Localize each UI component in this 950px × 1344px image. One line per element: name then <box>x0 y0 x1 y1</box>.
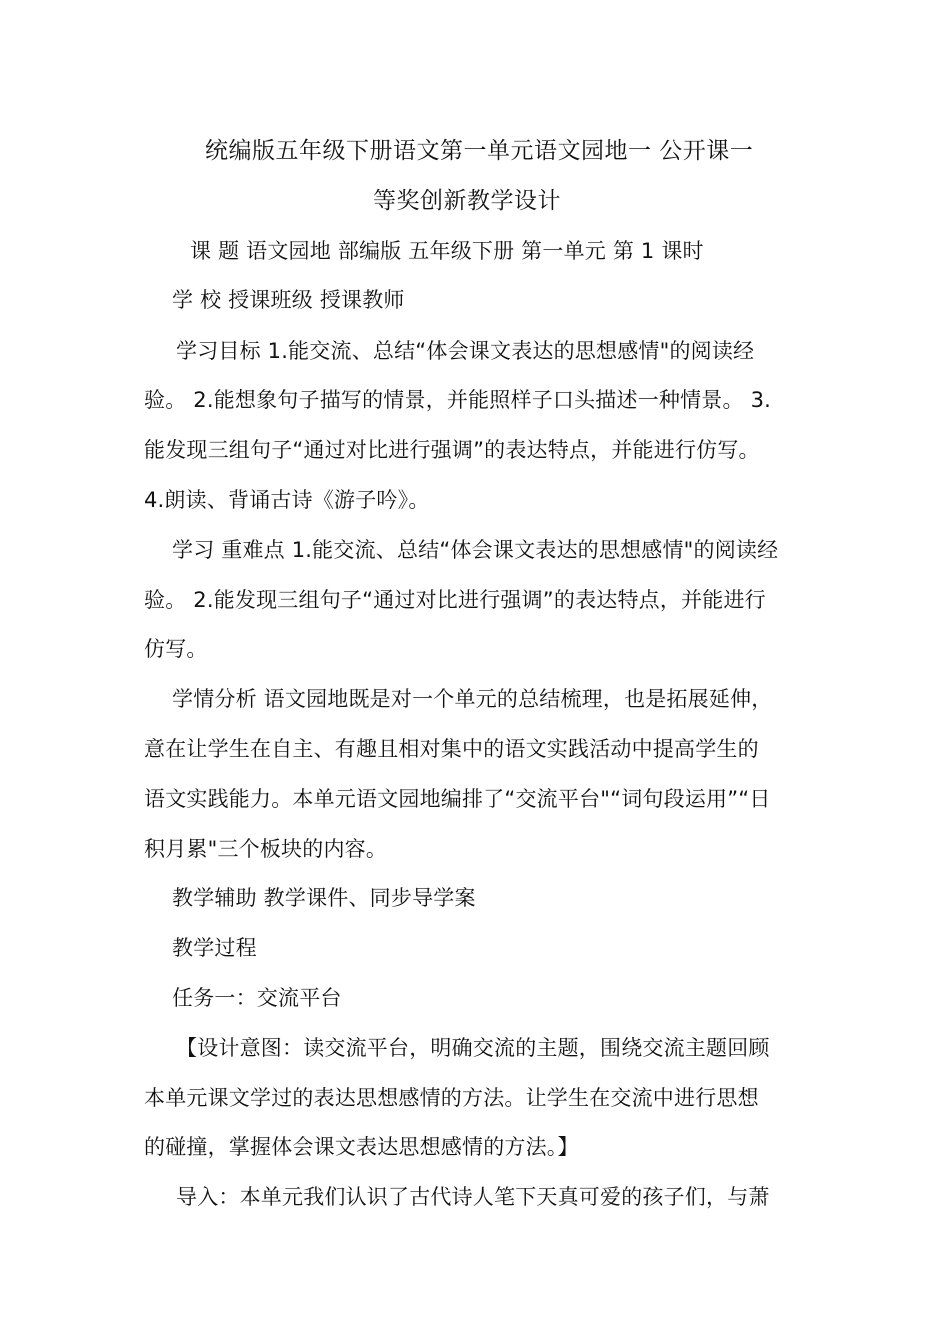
task-one-heading: 任务一：交流平台 <box>172 986 342 1010</box>
analysis-line: 意在让学生在自主、有趣且相对集中的语文实践活动中提高学生的 <box>144 737 759 761</box>
document-title-line-2: 等奖创新教学设计 <box>373 188 561 214</box>
key-points-line: 仿写。 <box>144 637 208 661</box>
key-points-line: 验。 2.能发现三组句子“通过对比进行强调”的表达特点，并能进行 <box>144 588 766 612</box>
objectives-line: 能发现三组句子“通过对比进行强调”的表达特点，并能进行仿写。 <box>144 438 760 462</box>
introduction-line: 导入：本单元我们认识了古代诗人笔下天真可爱的孩子们，与萧 <box>176 1185 770 1209</box>
document-title-line-1: 统编版五年级下册语文第一单元语文园地一 公开课一 <box>205 138 754 164</box>
design-intent-line: 的碰撞，掌握体会课文表达思想感情的方法。】 <box>144 1135 579 1159</box>
design-intent-line: 本单元课文学过的表达思想感情的方法。让学生在交流中进行思想 <box>144 1086 759 1110</box>
objectives-line: 学习目标 1.能交流、总结“体会课文表达的思想感情"的阅读经 <box>176 339 755 363</box>
objectives-line: 4.朗读、背诵古诗《游子吟》。 <box>144 488 430 512</box>
key-points-line: 学习 重难点 1.能交流、总结“体会课文表达的思想感情"的阅读经 <box>172 538 779 562</box>
teaching-process-heading: 教学过程 <box>172 936 257 960</box>
course-info: 课 题 语文园地 部编版 五年级下册 第一单元 第 1 课时 <box>190 239 704 263</box>
objectives-line: 验。 2.能想象句子描写的情景，并能照样子口头描述一种情景。 3. <box>144 388 772 412</box>
analysis-line: 学情分析 语文园地既是对一个单元的总结梳理，也是拓展延伸， <box>172 687 773 711</box>
analysis-line: 积月累"三个板块的内容。 <box>144 837 388 861</box>
teaching-aids: 教学辅助 教学课件、同步导学案 <box>172 886 476 910</box>
school-info: 学 校 授课班级 授课教师 <box>172 288 405 312</box>
design-intent-line: 【设计意图：读交流平台，明确交流的主题，围绕交流主题回顾 <box>176 1036 770 1060</box>
analysis-line: 语文实践能力。本单元语文园地编排了“交流平台"“词句段运用”“日 <box>144 787 771 811</box>
